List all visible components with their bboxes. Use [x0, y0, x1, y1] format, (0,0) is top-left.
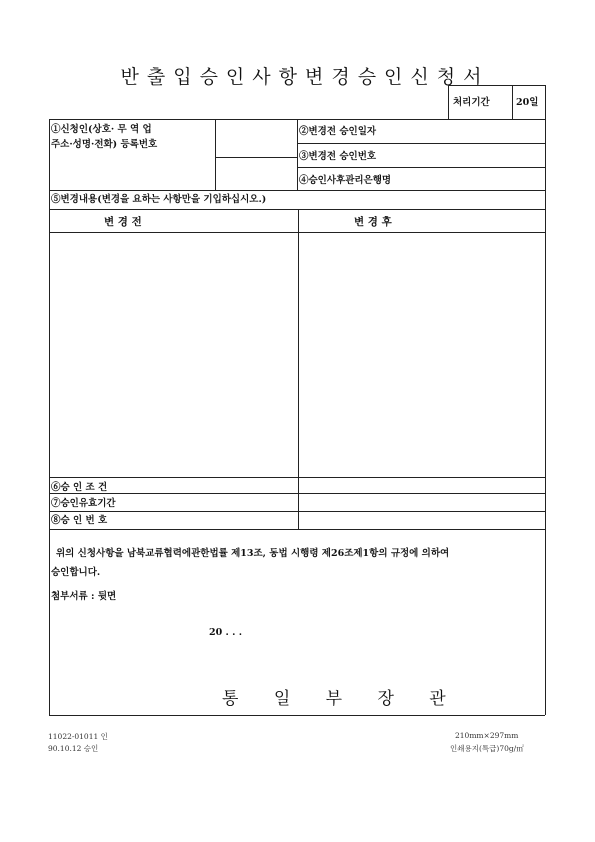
frame-bottom [49, 715, 545, 716]
before-change-header: 변 경 전 [104, 216, 142, 228]
processing-box-divider [512, 85, 513, 120]
change-content-line [49, 190, 545, 191]
statement-top-line [49, 529, 545, 530]
approval-date-note: 90.10.12 승인 [48, 744, 99, 753]
approval-number-label: ⑧승 인 번 호 [51, 515, 108, 526]
prev-approval-number-label: ③변경전 승인번호 [299, 151, 377, 162]
form-code: 11022-01011 인 [48, 732, 108, 741]
processing-period-value: 20일 [516, 97, 539, 108]
approval-number-line [49, 511, 545, 512]
before-after-header-bottom [49, 232, 545, 233]
processing-period-label: 처리기간 [453, 97, 490, 108]
before-after-header-top [49, 209, 545, 210]
date-line: 20 . . . [209, 627, 243, 638]
paper-spec: 인쇄용지(특급)70g/㎡ [450, 744, 524, 753]
form-title: 반출입승인사항변경승인신청서 [120, 66, 490, 88]
applicant-label-line1: ①신청인(상호· 무 역 업 [51, 124, 152, 135]
before-after-divider [298, 209, 299, 529]
signatory: 통 일 부 장 관 [222, 689, 461, 709]
change-content-label: ⑤변경내용(변경을 요하는 사항만을 기입하십시오.) [51, 194, 267, 205]
applicant-value-divider [297, 119, 298, 190]
processing-box-top [448, 85, 545, 86]
applicant-label-line2: 주소·성명·전화) 등록번호 [51, 139, 158, 150]
registration-line [215, 157, 297, 158]
paper-size: 210mm×297mm [455, 731, 519, 740]
post-management-bank-label: ④승인사후관리은행명 [299, 175, 392, 186]
approval-conditions-label: ⑥승 인 조 건 [51, 482, 108, 493]
validity-line [49, 493, 545, 494]
frame-right [545, 85, 546, 715]
after-change-header: 변 경 후 [354, 216, 392, 228]
validity-period-label: ⑦승인유효기간 [51, 498, 116, 509]
processing-box-left [448, 85, 449, 120]
prev-approval-date-label: ②변경전 승인일자 [299, 126, 377, 137]
prev-date-line [297, 143, 545, 144]
statement-line-2: 승인합니다. [51, 567, 101, 578]
attachments-label: 첨부서류 : 뒷면 [51, 591, 117, 602]
statement-line-1: 위의 신청사항을 남북교류협력에관한법률 제13조, 동법 시행령 제26조제1항의 규정에 의하여 [56, 548, 450, 559]
applicant-divider [215, 119, 216, 190]
conditions-line [49, 477, 545, 478]
prev-number-line [297, 167, 545, 168]
